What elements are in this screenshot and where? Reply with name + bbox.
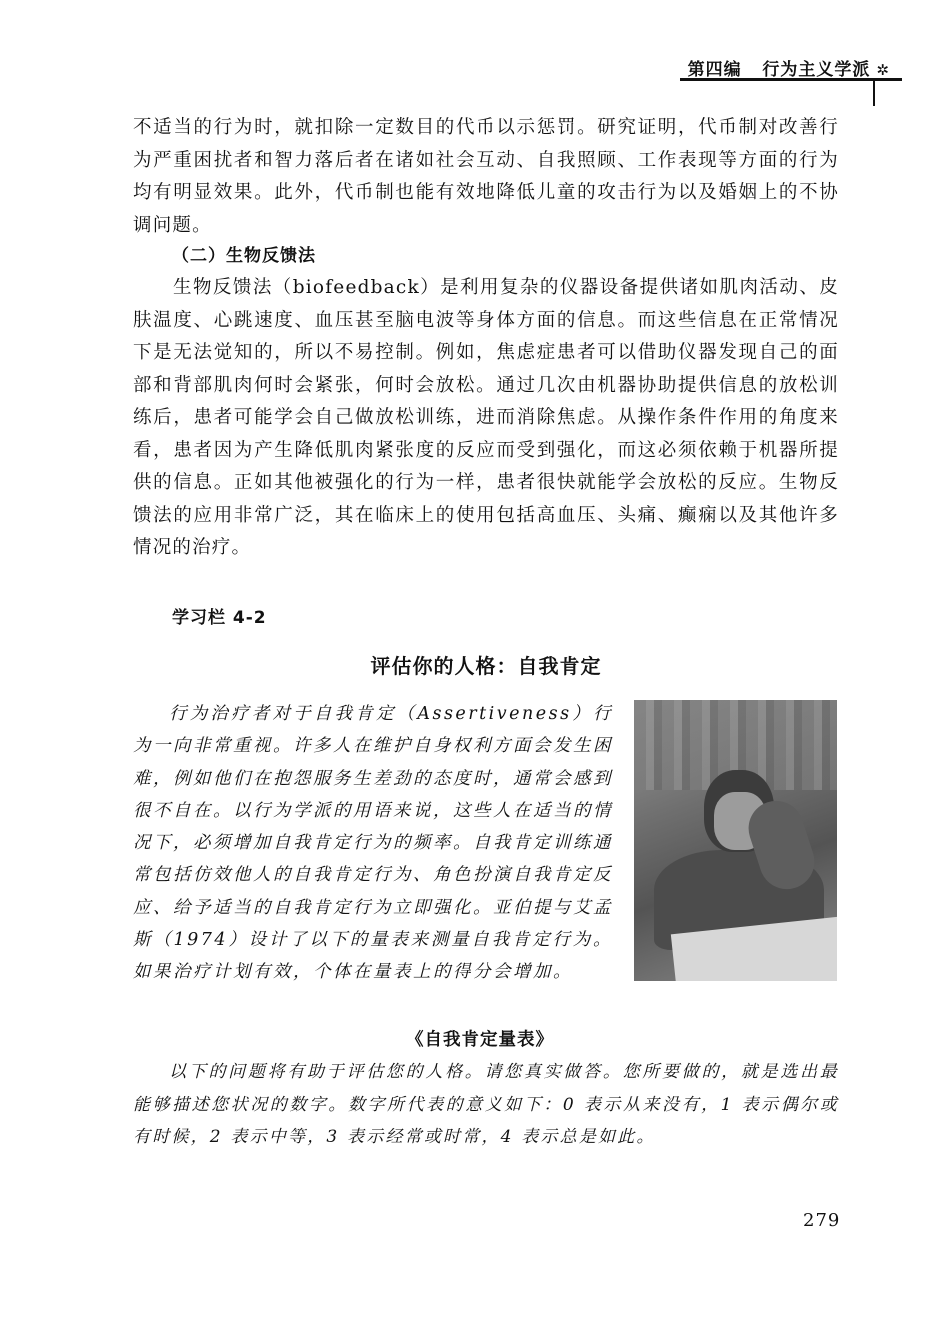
scale-title: 《自我肯定量表》	[406, 1030, 554, 1050]
student-writing-photo	[634, 700, 837, 981]
header-part: 第四编	[687, 60, 742, 80]
header-tick	[873, 78, 875, 106]
header-rule	[680, 78, 902, 81]
paragraph-biofeedback: 生物反馈法（biofeedback）是利用复杂的仪器设备提供诸如肌肉活动、皮肤温度、心跳速度、血压甚至脑电波等身体方面的信息。而这些信息在正常情况下是无法觉知的，所以不易控制。例如，焦虑症患者可以借助仪器发现自己的面部和背部肌肉何时会紧张，何时会放松。通过几次由机器协助提供信息的放松训练后，患者可能学会自己做放松训练，进而消除焦虑。从操作条件作用的角度来看，患者因为产生降低肌肉紧张度的反应而受到强化，而这必须依赖于机器所提供的信息。正如其他被强化的行为一样，患者很快就能学会放松的反应。生物反馈法的应用非常广泛，其在临床上的使用包括高血压、头痛、癫痫以及其他许多情况的治疗。	[133, 277, 839, 558]
paragraph-token-economy: 不适当的行为时，就扣除一定数目的代币以示惩罚。研究证明，代币制对改善行为严重困扰者和智力落后者在诸如社会互动、自我照顾、工作表现等方面的行为均有明显效果。此外，代币制也能有效地降低儿童的攻击行为以及婚姻上的不协调问题。	[133, 117, 839, 236]
header-title: 行为主义学派	[762, 60, 871, 80]
scale-intro: 以下的问题将有助于评估您的人格。请您真实做答。您所要做的，就是选出最能够描述您状况的数字。数字所代表的意义如下：0 表示从来没有，1 表示偶尔或有时候，2 表示中等，3 表示经常或时常，4 表示总是如此。	[133, 1062, 839, 1147]
study-box-label: 学习栏 4-2	[172, 608, 267, 628]
header-ornament-icon: ✲	[876, 61, 890, 79]
section-heading-biofeedback: （二）生物反馈法	[172, 246, 316, 266]
running-header	[688, 55, 890, 80]
study-box-title: 评估你的人格：自我肯定	[370, 654, 602, 678]
study-box-text: 行为治疗者对于自我肯定（Assertiveness）行为一向非常重视。许多人在维护自身权利方面会发生困难，例如他们在抱怨服务生差劲的态度时，通常会感到很不自在。以行为学派的用语来说，这些人在适当的情况下，必须增加自我肯定行为的频率。自我肯定训练通常包括仿效他人的自我肯定行为、角色扮演自我肯定反应、给予适当的自我肯定行为立即强化。亚伯提与艾孟斯（1974）设计了以下的量表来测量自我肯定行为。如果治疗计划有效，个体在量表上的得分会增加。	[133, 704, 613, 983]
page-number: 279	[803, 1210, 841, 1231]
